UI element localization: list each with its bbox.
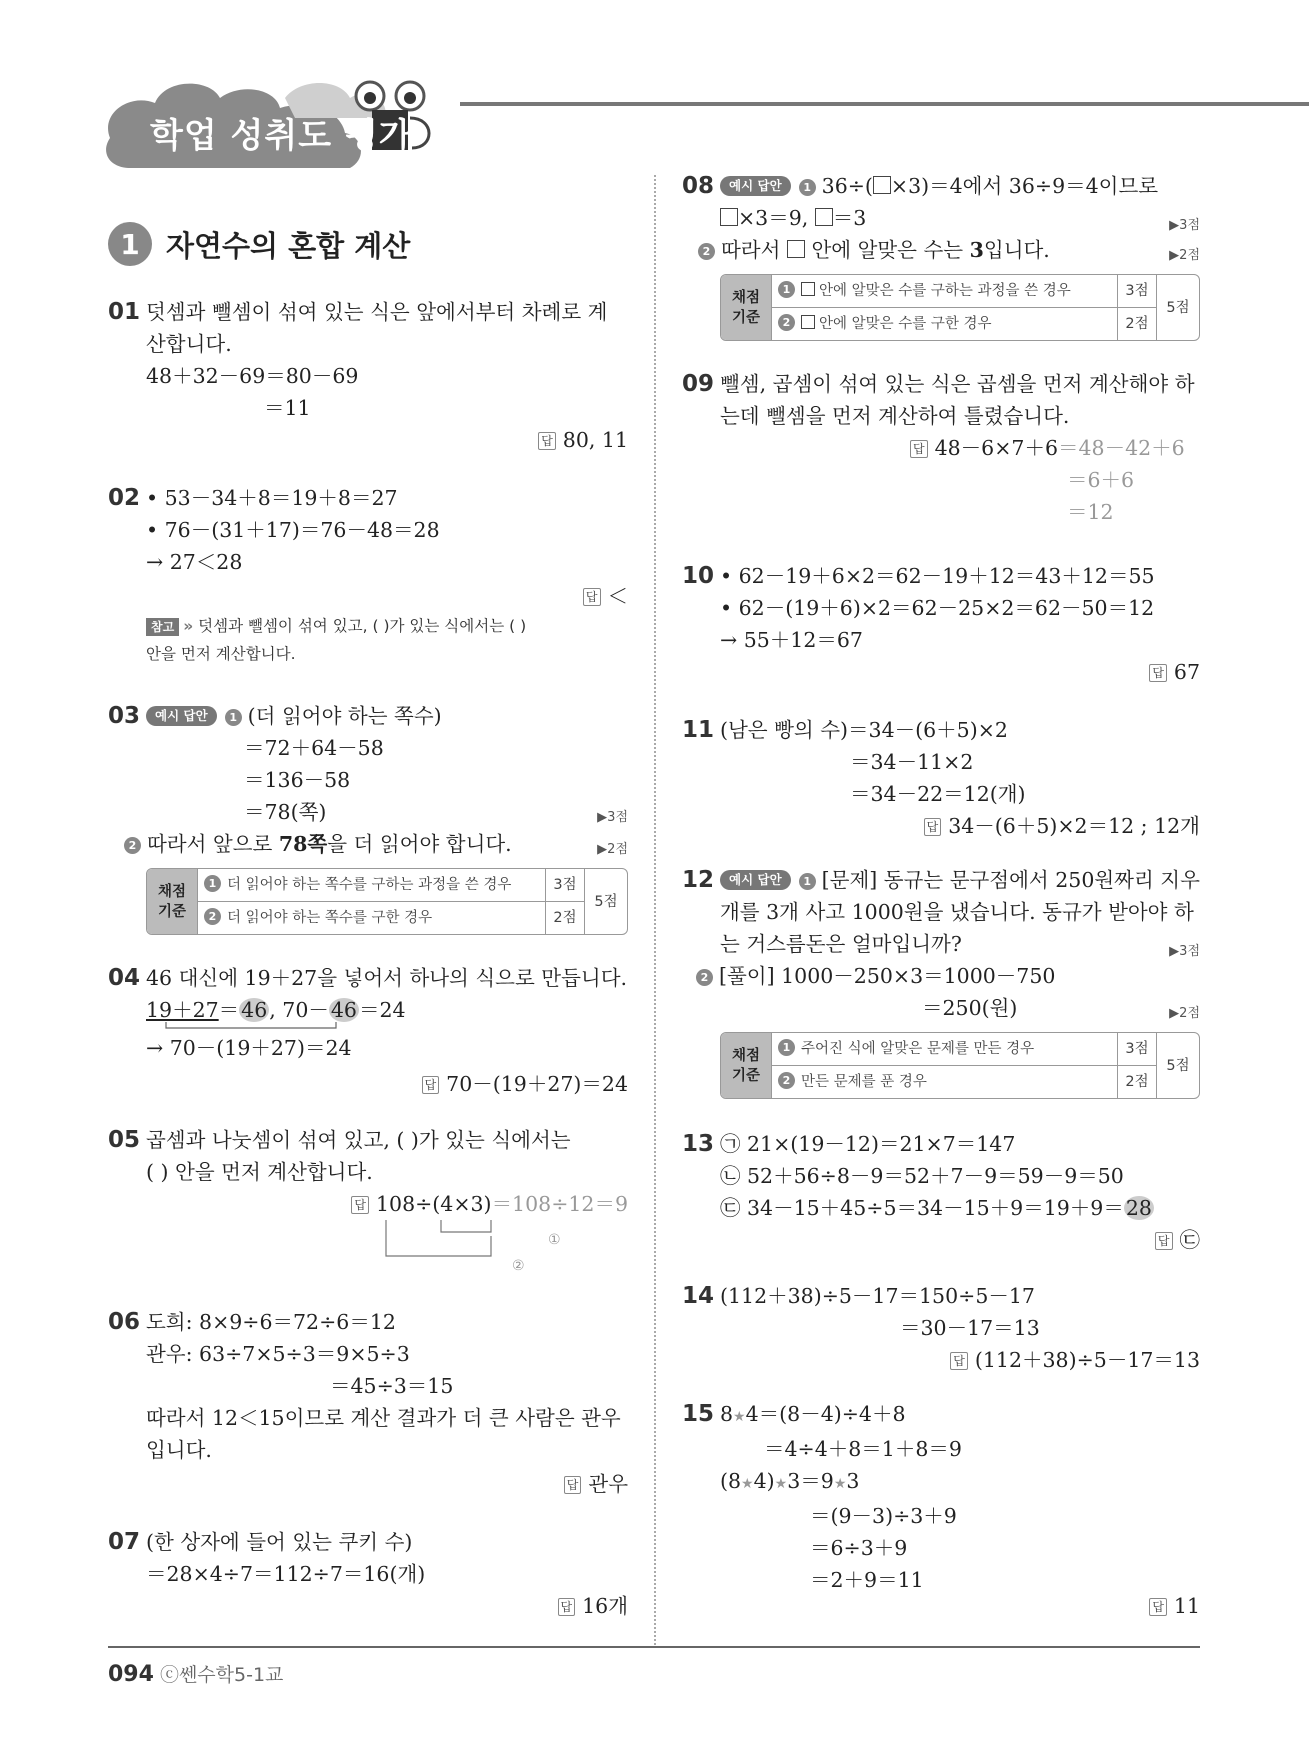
points: ▶2점 [1169, 248, 1200, 263]
question-09 [682, 368, 1200, 524]
question-05 [108, 1124, 628, 1274]
answer-text: 16개 [582, 1594, 628, 1618]
line: ＝72＋64－58 [244, 736, 384, 760]
line: 곱셈과 나눗셈이 섞여 있고, ( )가 있는 식에서는 [146, 1128, 571, 1152]
line: 19＋27＝46, 70－46＝24 [146, 998, 406, 1022]
line: → 70－(19＋27)＝24 [146, 1036, 352, 1060]
question-number: 08 [682, 173, 715, 199]
line: [문제] 동규는 문구점에서 250원짜리 지우 [821, 868, 1200, 892]
answer-text: ＜ [607, 584, 628, 608]
line: 덧셈과 뺄셈이 섞여 있는 식은 앞에서부터 차례로 계 [146, 300, 608, 324]
header-rule [460, 102, 1309, 106]
example-answer-badge: 예시 답안 [146, 706, 217, 726]
criteria-item: 2 안에 알맞은 수를 구한 경우 [772, 308, 1118, 340]
line: ＝250(원) [922, 996, 1018, 1020]
question-number: 14 [682, 1283, 715, 1309]
points: ▶2점 [1169, 1006, 1200, 1021]
line: 8★4＝(8－4)÷4＋8 [720, 1402, 906, 1426]
answer [1155, 1224, 1200, 1256]
note-text: 덧셈과 뺄셈이 섞여 있고, ( )가 있는 식에서는 ( ) [198, 617, 527, 635]
line: ( ) 안을 먼저 계산합니다. [146, 1160, 373, 1184]
question-number: 01 [108, 299, 141, 325]
line: ＝(9－3)÷3＋9 [810, 1504, 957, 1528]
criteria-label: 채점 기준 [721, 275, 772, 340]
criteria-score: 3점 [546, 869, 585, 902]
line: (한 상자에 들어 있는 쿠키 수) [146, 1530, 413, 1554]
line: 개를 3개 사고 1000원을 냈습니다. 동규가 받아야 하 [720, 900, 1194, 924]
line: 는 거스름돈은 얼마입니까? [720, 932, 962, 956]
line: 도희: 8×9÷6＝72÷6＝12 [146, 1310, 396, 1334]
line: 48＋32－69＝80－69 [146, 364, 359, 388]
question-07 [108, 1526, 628, 1618]
question-number: 03 [108, 703, 141, 729]
question-number: 10 [682, 563, 715, 589]
line: 46 대신에 19＋27을 넣어서 하나의 식으로 만듭니다. [146, 966, 628, 990]
answer-tag: 답 [1149, 1598, 1167, 1616]
answer-text: 67 [1173, 660, 1200, 684]
section-heading [108, 222, 410, 266]
answer-text: 80, 11 [562, 428, 628, 452]
step-2-icon: 2 [698, 243, 715, 260]
question-06 [108, 1306, 628, 1496]
criteria-item: 1 더 읽어야 하는 쪽수를 구하는 과정을 쓴 경우 [198, 869, 546, 902]
line: 2 따라서 앞으로 78쪽을 더 읽어야 합니다. [124, 828, 512, 860]
answer-tag: 답 [351, 1196, 369, 1214]
question-12 [682, 864, 1200, 1090]
blank-box-icon [815, 208, 833, 226]
answer-tag: 답 [1149, 664, 1167, 682]
line: 2 따라서 안에 알맞은 수는 3입니다. [698, 234, 1050, 266]
footer-rule [108, 1646, 1200, 1648]
criteria-total: 5점 [1166, 1057, 1190, 1074]
answer [924, 810, 1200, 842]
criteria-score: 2점 [1118, 308, 1157, 340]
book-title: ⓒ쎈수학5-1교 [159, 1664, 284, 1686]
line: ＝34－11×2 [850, 750, 974, 774]
criteria-item: 2 만든 문제를 푼 경우 [772, 1066, 1118, 1098]
line: ＝34－22＝12(개) [850, 782, 1026, 806]
criteria-total: 5점 [594, 893, 618, 910]
answer [422, 1068, 628, 1100]
blank-box-icon [720, 208, 738, 226]
line: (더 읽어야 하는 쪽수) [247, 704, 442, 728]
question-03 [108, 700, 628, 926]
line: → 27＜28 [146, 550, 243, 574]
answer-text: 48－6×7＋6 [934, 436, 1058, 460]
criteria-score: 2점 [1118, 1066, 1157, 1098]
step-2-label: ② [512, 1258, 525, 1274]
criteria-score: 3점 [1118, 275, 1157, 308]
answer-text: ＝108÷12＝9 [491, 1192, 628, 1216]
star-icon: ★ [833, 1476, 847, 1492]
line: • 62－(19＋6)×2＝62－25×2＝62－50＝12 [720, 596, 1155, 620]
answer-text: 11 [1173, 1594, 1200, 1618]
line: (남은 빵의 수)＝34－(6＋5)×2 [720, 718, 1008, 742]
answer-tag: 답 [422, 1076, 440, 1094]
question-number: 06 [108, 1309, 141, 1335]
scoring-criteria [720, 1032, 1200, 1099]
line: ＝45÷3＝15 [330, 1374, 454, 1398]
answer-text: (112＋38)÷5－17＝13 [974, 1348, 1200, 1372]
section-title: 자연수의 혼합 계산 [166, 228, 411, 263]
question-08: 08 예시 답안 1 36÷( ×3)＝4에서 36÷9＝4이므로 ×3＝9, ＝3 ▶3점 2 따라서 안에 알맞은 수는 3입니다. ▶2점 채점 기준 1 안에 알맞은 수를 구하는 과정을 쓴 경우 3점 5점 2 안에 알맞은 수를 구한 경우 2점 [682, 170, 1200, 234]
answer [538, 424, 628, 456]
line: ＝30－17＝13 [900, 1316, 1040, 1340]
points: ▶3점 [1169, 944, 1200, 959]
line: ＝2＋9＝11 [810, 1568, 924, 1592]
answer-text: ＝48－42＋6 [1057, 436, 1185, 460]
step-1-label: ① [548, 1232, 561, 1248]
step-2-icon: 2 [696, 969, 713, 986]
note-text: 안을 먼저 계산합니다. [146, 645, 296, 663]
line: 는데 뺄셈을 먼저 계산하여 틀렸습니다. [720, 404, 1070, 428]
question-number: 07 [108, 1529, 141, 1555]
answer-text: 관우 [588, 1472, 628, 1496]
question-number: 04 [108, 965, 141, 991]
scoring-criteria [146, 868, 628, 935]
answer-tag: 답 [558, 1598, 576, 1616]
star-icon: ★ [733, 1409, 746, 1425]
question-11 [682, 714, 1200, 838]
example-answer-badge: 예시 답안 [720, 870, 791, 890]
calc-order-bracket-icon [376, 1220, 506, 1280]
star-icon: ★ [741, 1476, 754, 1492]
example-answer-badge: 예시 답안 [720, 176, 791, 196]
line: ＝6÷3＋9 [810, 1536, 908, 1560]
question-15 [682, 1398, 1200, 1618]
line: 산합니다. [146, 332, 232, 356]
line: • 62－19＋6×2＝62－19＋12＝43＋12＝55 [720, 564, 1155, 588]
line: ㉠ 21×(19－12)＝21×7＝147 [720, 1132, 1016, 1156]
question-02 [108, 482, 628, 663]
line: ㉡ 52＋56÷8－9＝52＋7－9＝59－9＝50 [720, 1164, 1124, 1188]
star-icon: ★ [774, 1476, 788, 1492]
question-10 [682, 560, 1200, 684]
criteria-score: 3점 [1118, 1033, 1157, 1066]
line: (112＋38)÷5－17＝150÷5－17 [720, 1284, 1035, 1308]
answer [1149, 656, 1200, 688]
line: ＝12 [1067, 500, 1114, 524]
line: 따라서 12＜15이므로 계산 결과가 더 큰 사람은 관우 [146, 1406, 621, 1430]
criteria-score: 2점 [546, 902, 585, 934]
line: ㉢ 34－15＋45÷5＝34－15＋9＝19＋9＝28 [720, 1196, 1152, 1220]
step-1-icon: 1 [225, 709, 242, 726]
line: → 55＋12＝67 [720, 628, 863, 652]
answer-tag: 답 [1155, 1232, 1173, 1250]
line: ＝136－58 [244, 768, 351, 792]
question-01 [108, 296, 628, 452]
note: 참고 » 덧셈과 뺄셈이 섞여 있고, ( )가 있는 식에서는 ( ) 안을 먼저 계산합니다. [146, 612, 646, 668]
criteria-item: 1 안에 알맞은 수를 구하는 과정을 쓴 경우 [772, 275, 1118, 308]
answer [583, 580, 628, 612]
section-number: 1 [108, 222, 152, 266]
line: 관우: 63÷7×5÷3＝9×5÷3 [146, 1342, 410, 1366]
criteria-label: 채점 기준 [147, 869, 198, 934]
points: ▶3점 [597, 810, 628, 825]
question-number: 11 [682, 717, 715, 743]
header-title: 학업 성취도 평가 [150, 116, 413, 156]
line: 2 [풀이] 1000－250×3＝1000－750 [696, 960, 1055, 992]
answer-text: ㉢ [1179, 1228, 1200, 1252]
answer-tag: 답 [564, 1476, 582, 1494]
question-number: 12 [682, 867, 715, 893]
criteria-item: 2 더 읽어야 하는 쪽수를 구한 경우 [198, 902, 546, 934]
step-1-icon: 1 [799, 179, 816, 196]
answer [950, 1344, 1200, 1376]
answer-text: 70－(19＋27)＝24 [446, 1072, 628, 1096]
line: 입니다. [146, 1438, 212, 1462]
answer-text: 34－(6＋5)×2＝12 ; 12개 [948, 814, 1200, 838]
footer [108, 1660, 283, 1687]
line: • 53－34＋8＝19＋8＝27 [146, 486, 398, 510]
criteria-total: 5점 [1166, 299, 1190, 316]
step-1-icon: 1 [799, 873, 816, 890]
question-number: 15 [682, 1401, 715, 1427]
answer [1149, 1590, 1200, 1622]
line: ＝6＋6 [1067, 468, 1135, 492]
answer-tag: 답 [950, 1352, 968, 1370]
scoring-criteria [720, 274, 1200, 341]
answer-tag: 답 [583, 588, 601, 606]
question-14 [682, 1280, 1200, 1372]
question-number: 05 [108, 1127, 141, 1153]
note-tag: 참고 [146, 618, 179, 636]
question-13 [682, 1128, 1200, 1252]
page-number: 094 [108, 1662, 154, 1687]
answer [564, 1468, 628, 1500]
answer-tag: 답 [538, 432, 556, 450]
answer [910, 432, 1185, 464]
answer-tag: 답 [924, 818, 942, 836]
line: 뺄셈, 곱셈이 섞여 있는 식은 곱셈을 먼저 계산해야 하 [720, 372, 1195, 396]
blank-box-icon [787, 240, 805, 258]
criteria-label: 채점 기준 [721, 1033, 772, 1098]
criteria-item: 1 주어진 식에 알맞은 문제를 만든 경우 [772, 1033, 1118, 1066]
question-number: 02 [108, 485, 141, 511]
points: ▶2점 [597, 842, 628, 857]
line: ＝78(쪽) [244, 800, 327, 824]
answer [558, 1590, 628, 1622]
step-2-icon: 2 [124, 837, 141, 854]
blank-box-icon [873, 176, 891, 194]
line: ＝4÷4＋8＝1＋8＝9 [764, 1437, 962, 1461]
answer-tag: 답 [910, 440, 928, 458]
answer-text: 108÷(4×3) [375, 1192, 492, 1216]
question-number: 13 [682, 1131, 715, 1157]
column-divider [654, 175, 656, 1645]
line: (8★4)★3＝9★3 [720, 1469, 860, 1493]
points: ▶3점 [1169, 218, 1200, 233]
line: ＝11 [264, 396, 311, 420]
line: ＝28×4÷7＝112÷7＝16(개) [146, 1562, 426, 1586]
question-number: 09 [682, 371, 715, 397]
line: • 76－(31＋17)＝76－48＝28 [146, 518, 440, 542]
question-04 [108, 962, 628, 1096]
answer [351, 1188, 628, 1220]
